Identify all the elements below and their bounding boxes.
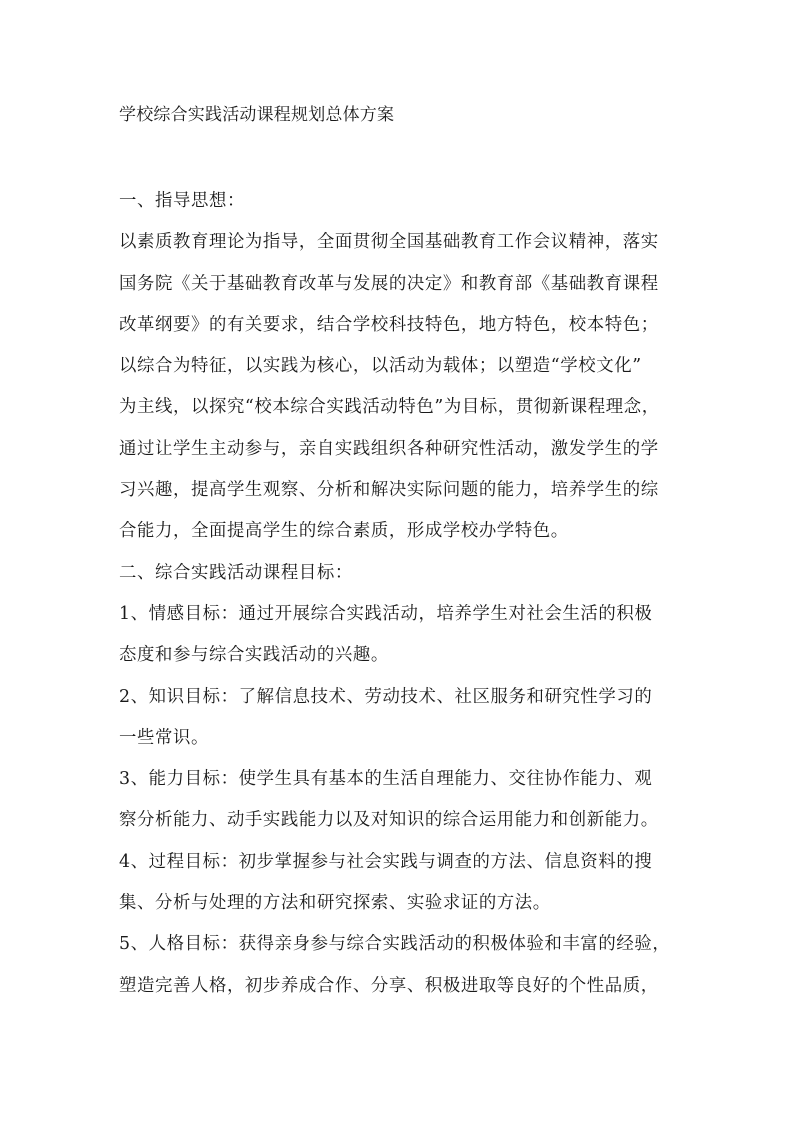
goal-item-personality: 5、人格目标：获得亲身参与综合实践活动的积极体验和丰富的经验， — [119, 934, 671, 955]
document-title: 学校综合实践活动课程规划总体方案 — [119, 105, 395, 125]
goal-item-ability: 3、能力目标：使学生具有基本的生活自理能力、交往协作能力、观 — [119, 769, 653, 790]
section-heading-course-goals: 二、综合实践活动课程目标： — [119, 562, 353, 583]
paragraph-line: 合能力，全面提高学生的综合素质，形成学校办学特色。 — [119, 521, 569, 542]
paragraph-line: 以综合为特征，以实践为核心，以活动为载体；以塑造“学校文化” — [119, 356, 642, 377]
paragraph-line: 察分析能力、动手实践能力以及对知识的综合运用能力和创新能力。 — [119, 810, 659, 831]
paragraph-line: 态度和参与综合实践活动的兴趣。 — [119, 645, 389, 666]
paragraph-line: 习兴趣，提高学生观察、分析和解决实际问题的能力，培养学生的综 — [119, 480, 659, 501]
paragraph-line: 改革纲要》的有关要求，结合学校科技特色，地方特色，校本特色； — [119, 314, 659, 335]
paragraph-line: 以素质教育理论为指导，全面贯彻全国基础教育工作会议精神，落实 — [119, 232, 659, 253]
paragraph-line: 塑造完善人格，初步养成合作、分享、积极进取等良好的个性品质， — [119, 975, 659, 996]
paragraph-line: 国务院《关于基础教育改革与发展的决定》和教育部《基础教育课程 — [119, 273, 659, 294]
paragraph-line: 为主线，以探究“校本综合实践活动特色”为目标，贯彻新课程理念， — [119, 397, 660, 418]
paragraph-line: 通过让学生主动参与，亲自实践组织各种研究性活动，激发学生的学 — [119, 438, 659, 459]
goal-item-emotion: 1、情感目标：通过开展综合实践活动，培养学生对社会生活的积极 — [119, 603, 653, 624]
document-body — [119, 186, 679, 1012]
paragraph-line: 一些常识。 — [119, 727, 209, 748]
goal-item-process: 4、过程目标：初步掌握参与社会实践与调查的方法、信息资料的搜 — [119, 851, 653, 872]
goal-item-knowledge: 2、知识目标：了解信息技术、劳动技术、社区服务和研究性学习的 — [119, 686, 653, 707]
paragraph-line: 集、分析与处理的方法和研究探索、实验求证的方法。 — [119, 893, 551, 914]
section-heading-guiding-ideology: 一、指导思想： — [119, 191, 245, 211]
